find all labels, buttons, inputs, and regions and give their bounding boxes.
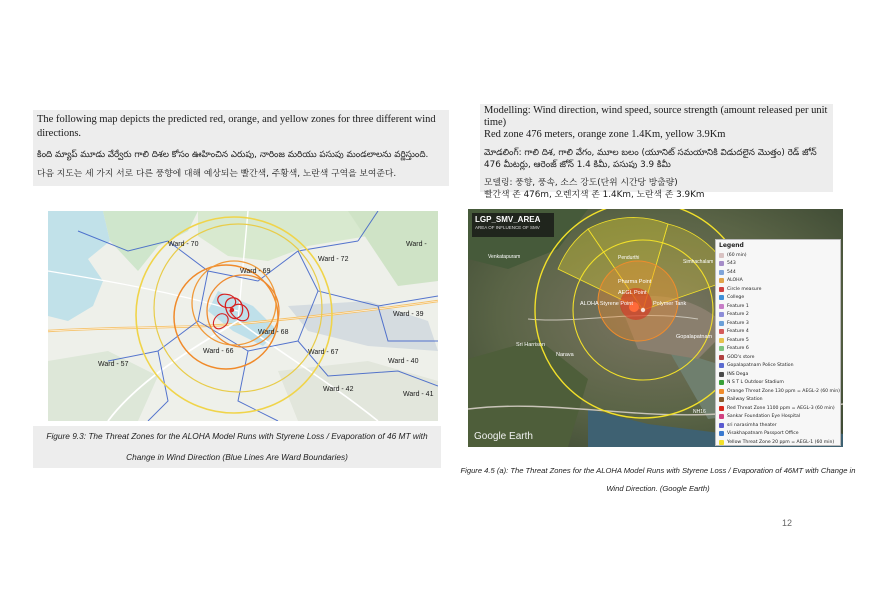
legend-label: N S T L Outdoor Stadium <box>727 380 784 386</box>
site-label: AEGL Point <box>618 290 647 296</box>
right-modelling-box <box>480 104 833 200</box>
place-label: Sri Harrison <box>516 342 546 348</box>
map-title: LGP_SMV_AREA <box>475 215 541 224</box>
ward-label: Ward - 66 <box>203 348 234 355</box>
legend-item <box>716 438 840 447</box>
legend-item <box>716 294 840 303</box>
legend-swatch-icon <box>719 414 724 419</box>
modelling-english-line1: Modelling: Wind direction, wind speed, source strength (amount released per unit time) <box>484 105 828 128</box>
legend-item <box>716 336 840 345</box>
ward-label: Ward - 39 <box>393 311 424 318</box>
ward-label: Ward - 42 <box>323 386 354 393</box>
legend-item <box>716 362 840 371</box>
map-legend <box>715 239 841 446</box>
site-label: ALOHA Styrene Point <box>580 301 633 307</box>
legend-label: Feature 1 <box>727 303 749 309</box>
legend-swatch-icon <box>719 389 724 394</box>
map-title-block <box>472 213 554 237</box>
legend-label: Feature 2 <box>727 312 749 318</box>
legend-item <box>716 353 840 362</box>
modelling-korean-line2: 빨간색 존 476m, 오렌지색 존 1.4Km, 노란색 존 3.9Km <box>484 190 705 200</box>
ward-label: Ward - 40 <box>388 358 419 365</box>
legend-item <box>716 311 840 320</box>
legend-swatch-icon <box>719 423 724 428</box>
place-label: Simhachalam <box>683 259 714 265</box>
legend-label: Sankar Foundation Eye Hospital <box>727 414 801 420</box>
legend-label: Yellow Threat Zone 20 ppm = AEGL-1 (60 min) <box>727 439 835 445</box>
map-subtitle: AREA OF INFLUENCE OF SMV <box>475 225 540 230</box>
legend-label: Circle measure <box>727 286 762 292</box>
legend-item <box>716 387 840 396</box>
legend-label: sri narasimha theater <box>727 422 777 428</box>
google-earth-logo: Google Earth <box>474 431 533 442</box>
legend-swatch-icon <box>719 287 724 292</box>
legend-item <box>716 404 840 413</box>
legend-swatch-icon <box>719 406 724 411</box>
legend-label: GOD's store <box>727 354 755 360</box>
legend-swatch-icon <box>719 253 724 258</box>
right-figure-caption <box>458 462 858 498</box>
legend-label: Red Threat Zone 1100 ppm = AEGL-3 (60 min) <box>727 405 835 411</box>
right-caption-line2: Wind Direction. (Google Earth) <box>606 484 710 493</box>
legend-item <box>716 251 840 260</box>
legend-label: 543 <box>727 261 736 267</box>
legend-item <box>716 268 840 277</box>
satellite-threat-zone-map <box>468 209 843 447</box>
legend-swatch-icon <box>719 380 724 385</box>
legend-swatch-icon <box>719 261 724 266</box>
legend-label: Railway Station <box>727 397 763 403</box>
legend-swatch-icon <box>719 440 724 445</box>
legend-label: Visakhapatnam Passport Office <box>727 431 799 437</box>
legend-label: Feature 6 <box>727 346 749 352</box>
legend-label: ALOHA <box>727 278 743 284</box>
site-label: Pharma Point <box>618 279 652 285</box>
legend-swatch-icon <box>719 295 724 300</box>
modelling-telugu: మోడలింగ్: గాలి దిశ, గాలి వేగం, మూల బలం (యూనిట్ సమయానికి విడుదలైన మొత్తం) రెడ్ జోన్ 476 మీటర్లు, ఆరెంజ్ జోన్ 1.4 కిమీ, పసుపు 3.9 కిమీ <box>484 148 817 170</box>
ward-label: Ward - 72 <box>318 256 349 263</box>
legend-item <box>716 260 840 269</box>
legend-swatch-icon <box>719 431 724 436</box>
legend-label: College <box>727 295 745 301</box>
legend-item <box>716 421 840 430</box>
place-label: Pendurthi <box>618 255 640 261</box>
place-label: Narava <box>556 352 574 358</box>
place-label: Gopalapatnam <box>676 334 713 340</box>
legend-item <box>716 345 840 354</box>
legend-swatch-icon <box>719 321 724 326</box>
legend-swatch-icon <box>719 397 724 402</box>
legend-label: 544 <box>727 269 736 275</box>
legend-swatch-icon <box>719 338 724 343</box>
legend-item <box>716 319 840 328</box>
ward-label: Ward - 68 <box>258 329 289 336</box>
left-description-telugu: కింది మ్యాప్ మూడు వేర్వేరు గాలి దిశల కోసం ఊహించిన ఎరుపు, నారింజ మరియు పసుపు మండలాలను వర్ణిస్తుంది. <box>37 150 429 160</box>
legend-item <box>716 379 840 388</box>
legend-label: (60 min) <box>727 252 747 258</box>
legend-item <box>716 328 840 337</box>
legend-swatch-icon <box>719 304 724 309</box>
legend-swatch-icon <box>719 355 724 360</box>
legend-label: Feature 4 <box>727 329 749 335</box>
left-caption-line1: Figure 9.3: The Threat Zones for the ALOHA Model Runs with Styrene Loss / Evaporation of 46 MT with <box>46 431 428 441</box>
modelling-korean-line1: 모델링: 풍향, 풍속, 소스 강도(단위 시간당 방출량) <box>484 178 678 188</box>
legend-label: Gopalapatnam Police Station <box>727 363 794 369</box>
legend-item <box>716 396 840 405</box>
ward-label: Ward - 69 <box>240 268 271 275</box>
ward-label: Ward - 70 <box>168 241 199 248</box>
legend-swatch-icon <box>719 329 724 334</box>
site-label: Polymer Tank <box>653 301 687 307</box>
legend-label: Feature 3 <box>727 320 749 326</box>
ward-label: Ward - 41 <box>403 391 434 398</box>
legend-item <box>716 430 840 439</box>
left-description-box <box>33 110 449 186</box>
ward-threat-zone-map <box>48 211 438 421</box>
ward-map-svg <box>48 211 438 421</box>
place-label: Venkatapuram <box>488 254 521 260</box>
legend-label: INS Dega <box>727 371 749 377</box>
legend-item <box>716 413 840 422</box>
legend-label: Orange Threat Zone 130 ppm = AEGL-2 (60 min) <box>727 388 840 394</box>
legend-swatch-icon <box>719 346 724 351</box>
legend-swatch-icon <box>719 270 724 275</box>
right-caption-line1: Figure 4.5 (a): The Threat Zones for the ALOHA Model Runs with Styrene Loss / Evaporation of 46MT with Change in <box>460 466 856 475</box>
legend-swatch-icon <box>719 363 724 368</box>
legend-label: Feature 5 <box>727 337 749 343</box>
legend-item <box>716 302 840 311</box>
legend-item <box>716 370 840 379</box>
legend-swatch-icon <box>719 278 724 283</box>
road-label: NH16 <box>693 409 706 415</box>
page-number: 12 <box>782 518 793 528</box>
ward-label: Ward - 67 <box>308 349 339 356</box>
left-description-english: The following map depicts the predicted red, orange, and yellow zones for three different wind directions. <box>37 114 436 139</box>
ward-label: Ward - 57 <box>98 361 129 368</box>
left-figure-caption <box>33 426 441 468</box>
left-description-korean: 다음 지도는 세 가지 서로 다른 풍향에 대해 예상되는 빨간색, 주황색, 노란색 구역을 보여준다. <box>37 169 397 179</box>
modelling-english-line2: Red zone 476 meters, orange zone 1.4Km, yellow 3.9Km <box>484 129 726 140</box>
legend-item <box>716 285 840 294</box>
legend-title: Legend <box>719 242 744 249</box>
left-caption-line2: Change in Wind Direction (Blue Lines Are Ward Boundaries) <box>126 452 348 462</box>
legend-swatch-icon <box>719 312 724 317</box>
ward-label: Ward - <box>406 241 427 248</box>
legend-item <box>716 277 840 286</box>
legend-swatch-icon <box>719 372 724 377</box>
